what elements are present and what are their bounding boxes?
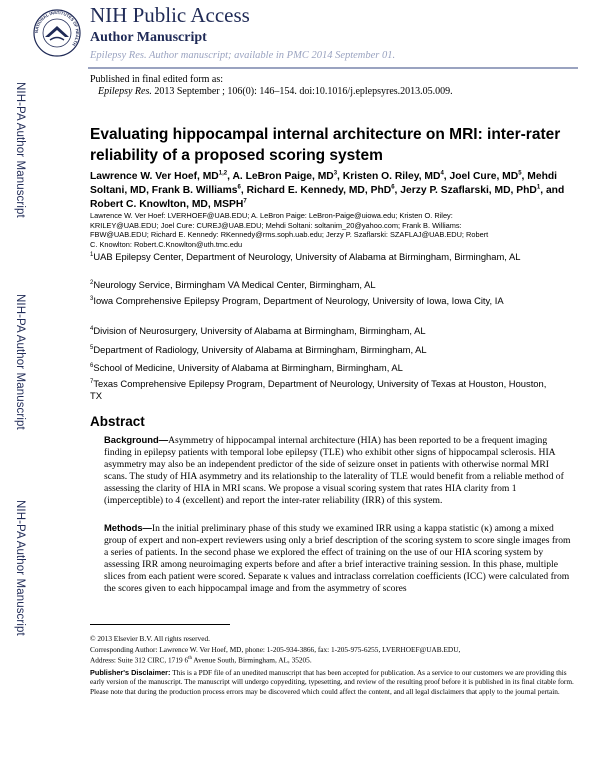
citation-journal: Epilepsy Res. [98, 86, 152, 97]
affiliation-5: $^5$Department of Radiology, University of Alabama at Birmingham, Birmingham, AL [90, 344, 427, 355]
disclaimer-text: This is a PDF file of an unedited manuscript that has been accepted for publication. As a service to our customers we are providing this early version of the manuscript. The manuscript will undergo copyediting, typesetting, and review of the resulting proof before it is published in its final citable form. Please note that during the production process errors may be discovered which could affect the content, and all legal disclaimers that apply to the journal pertain. [90, 668, 574, 696]
author-name: Jerzy P. Szaflarski, MD, PhD [400, 185, 537, 196]
author-affiliation: 7 [243, 198, 247, 205]
author-affiliation: 5 [518, 170, 522, 177]
author-list: Lawrence W. Ver Hoef, MD$^{1,2}$, A. LeBron Paige, $MD^3$, Kristen O. Riley, $MD^4$, Joel Cure, $MD^5$, Mehdi Soltani, MD, Frank B. Williams$^6$, Richard E. Kennedy, MD, PhD$^6$, Jerzy P. Szaflarski, MD, PhD$^1$, and Robert C. Knowlton, MD, MSPH$^7$ [90, 170, 565, 210]
author-name: A. LeBron Paige, MD [232, 171, 334, 182]
journal-availability: Epilepsy Res. Author manuscript; available in PMC 2014 September 01. [90, 50, 396, 61]
abstract-methods [104, 522, 574, 596]
author-affiliation: 4 [440, 170, 444, 177]
affiliation-3: $^3$Iowa Comprehensive Epilepsy Program, Department of Neurology, University of Iowa, Iowa City, IA [90, 295, 504, 306]
publisher-disclaimer [90, 668, 580, 696]
citation [98, 86, 453, 97]
author-affiliation: 1 [536, 184, 541, 191]
methods-text: In the initial preliminary phase of this study we examined IRR using a kappa statistic (κ) among a mixed group of expert and non-expert reviewers using only a brief description of the scoring system to score single images from a series of patients. In the second phase we explored the effect of training on the use of our HIA scoring system by assessing IRR among neuroimaging experts before and after a brief interactive training session. In this phase, multiple slices from each patient were scored. Separate κ values and intraclass correlation coefficients (ICC) were calculated from the scores given to each hippocampal image and from the asymmetry of scores [104, 523, 571, 595]
copyright-note: © 2013 Elsevier B.V. All rights reserved. [90, 634, 210, 643]
affiliation-4: $^4$Division of Neurosurgery, University of Alabama at Birmingham, Birmingham, AL [90, 325, 426, 336]
sidebar-label-top: NIH-PA Author Manuscript [14, 82, 26, 218]
abstract-background [104, 434, 574, 508]
affiliation-6: $^6$School of Medicine, University of Alabama at Birmingham, Birmingham, AL [90, 362, 403, 373]
author-name: Kristen O. Riley, MD [342, 171, 441, 182]
background-label: Background— [104, 434, 169, 445]
article-title: Evaluating hippocampal internal architecture on MRI: inter-rater reliability of a proposed scoring system [90, 126, 561, 164]
footnote-rule [90, 624, 230, 625]
sidebar-label-middle: NIH-PA Author Manuscript [14, 294, 26, 430]
nih-public-access-title: NIH Public Access [90, 3, 250, 27]
disclaimer-label: Publisher's Disclaimer: [90, 668, 171, 677]
author-name: Richard E. Kennedy, MD, PhD [246, 185, 392, 196]
affiliation-7: $^7$Texas Comprehensive Epilepsy Program, Department of Neurology, University of Texas at Houston, Houston, TX [90, 378, 547, 401]
published-note: Published in final edited form as: [90, 74, 224, 85]
author-name: Mehdi Soltani, MD [90, 171, 558, 196]
citation-details: 2013 September ; 106(0): 146–154. doi:10.1016/j.eplepsyres.2013.05.009. [151, 86, 453, 97]
author-affiliation: 6 [391, 184, 395, 191]
methods-label: Methods— [104, 522, 152, 533]
author-name: Frank B. Williams [151, 185, 238, 196]
author-affiliation: 3 [333, 170, 338, 177]
author-affiliation: 1,2 [218, 170, 228, 177]
affiliation-2: $^2$Neurology Service, Birmingham VA Medical Center, Birmingham, AL [90, 279, 376, 290]
author-affiliation: 6 [237, 184, 241, 191]
author-name: Lawrence W. Ver Hoef, MD [90, 171, 219, 182]
header-rule [88, 67, 578, 69]
sidebar-label-bottom: NIH-PA Author Manuscript [14, 500, 26, 636]
affiliation-1: $^1$UAB Epilepsy Center, Department of Neurology, University of Alabama at Birmingham, Birmingham, AL [90, 251, 521, 262]
author-name: Joel Cure, MD [449, 171, 519, 182]
logo-text: NATIONAL INSTITUTES OF HEALTH [33, 9, 81, 47]
abstract-heading: Abstract [90, 414, 145, 429]
author-name: Robert C. Knowlton, MD, MSPH [90, 199, 244, 210]
author-and: and [545, 185, 565, 196]
corresponding-author: Corresponding Author: Lawrence W. Ver Hoef, MD, phone: 1-205-934-3866, fax: 1-205-975-6255, LVERHOEF@UAB.EDU, Address: Suite 312 CIRC, 1719 6th Avenue South, Birmingham, AL, 35205. [90, 645, 461, 665]
nih-seal-logo [32, 8, 82, 58]
author-manuscript-label: Author Manuscript [90, 30, 207, 45]
author-emails: Lawrence W. Ver Hoef: LVERHOEF@UAB.EDU; A. LeBron Paige: LeBron-Paige@uiowa.edu; Kristen O. Riley: KRILEY@UAB.EDU; Joel Cure: CUREJ@UAB.EDU; Mehdi Soltani: soltanim_20@yahoo.com; Frank B. Williams: FBW@UAB.EDU; Richard E. Kennedy: RKennedy@rms.soph.uab.edu; Jerzy P. Szaflarski: SZAFLAJ@UAB.EDU; Robert C. Knowlton: Robert.C.Knowlton@uth.tmc.edu [90, 211, 489, 249]
background-text: Asymmetry of hippocampal internal architecture (HIA) has been reported to be a frequent imaging finding in epilepsy patients with temporal lobe epilepsy (TLE) who exhibit other signs of hippocampal sclerosis. HIA asymmetry may also be an independent predictor of the side of seizure onset in patients with otherwise normal MRI scans. The study of HIA asymmetry and its relationship to the laterality of TLE would benefit from a reliable method of assessing the clarity of HIA in MRI scans. We propose a visual scoring system that rates HIA clarity from 1 (imperceptible) to 4 (excellent) and report the inter-rater reliability (IRR) of this system. [104, 435, 564, 507]
